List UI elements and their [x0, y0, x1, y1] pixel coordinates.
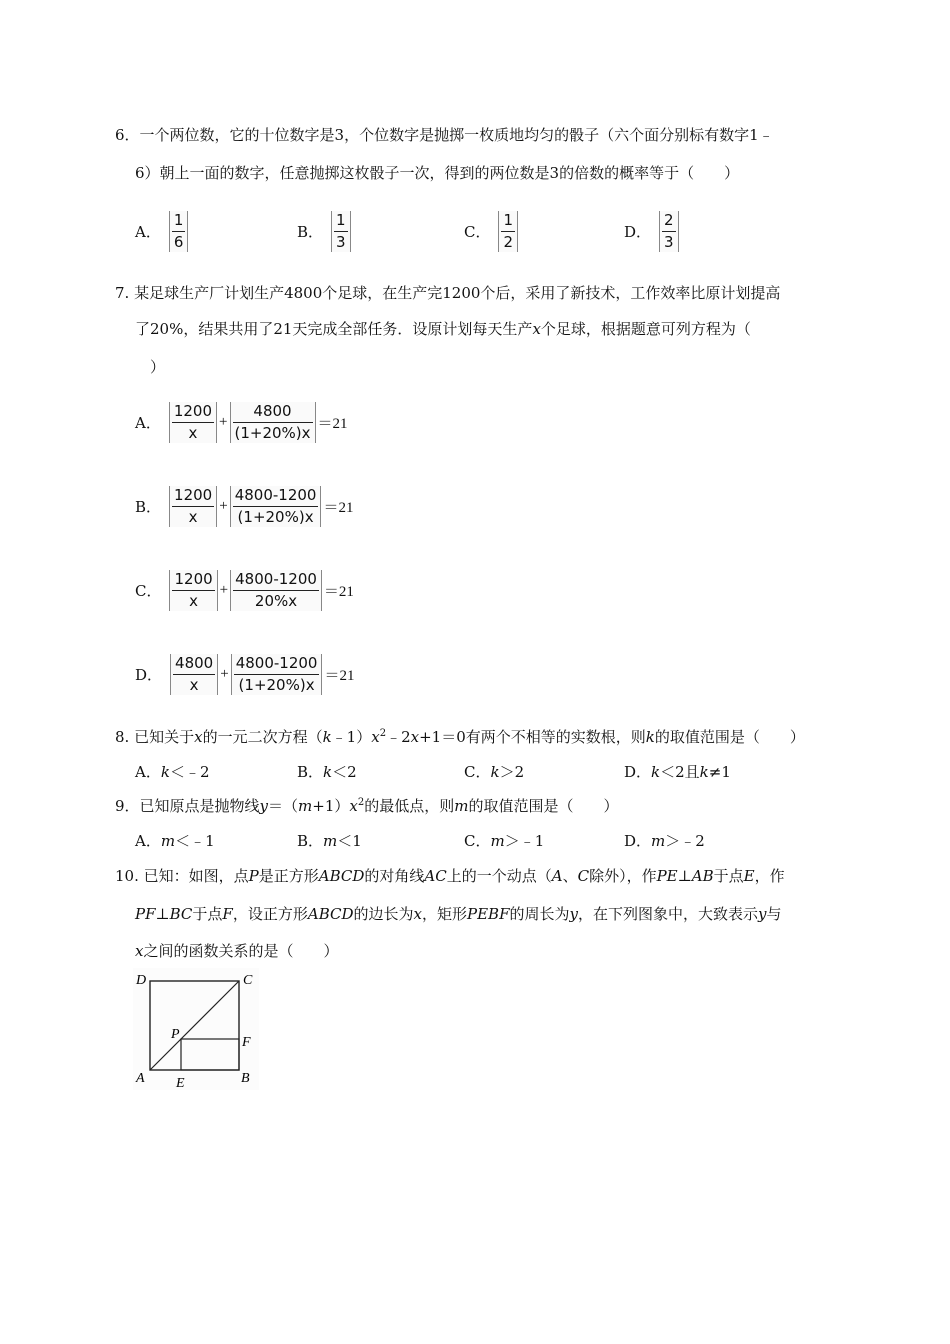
plus-sign: + [220, 666, 229, 682]
label-b: B [241, 1071, 250, 1086]
q7-option-d[interactable]: D． $\frac{4800}{x}$ + $\frac{4800-1200}{(1+20\%)x}$ ＝21 [135, 654, 355, 694]
q7-option-a-frac1: $\frac{1200}{x}$ [169, 402, 217, 443]
plus-sign: + [219, 498, 228, 514]
equals-21: ＝21 [324, 668, 355, 684]
q6-option-d-fraction: $\frac{2}{3}$ [659, 211, 679, 252]
equals-21: ＝21 [317, 416, 348, 432]
q7-option-a-frac2: $\frac{4800}{(1+20\%)x}$ [230, 402, 316, 443]
q9-option-a[interactable]: A．m＜﹣1 [135, 832, 215, 850]
q7-option-c[interactable]: C． $\frac{1200}{x}$ + $\frac{4800-1200}{20\%x}$ ＝21 [135, 570, 354, 610]
q7-option-c-frac1: $\frac{1200}{x}$ [169, 570, 217, 611]
label-e: E [176, 1076, 185, 1090]
q8-option-b[interactable]: B．k＜2 [297, 763, 357, 781]
label-c: C [243, 973, 253, 988]
q6-option-b[interactable]: B． $\frac{1}{3}$ [297, 211, 353, 252]
q8-option-d[interactable]: D．k＜2且k≠1 [624, 763, 731, 781]
label-a: A [136, 1071, 145, 1086]
q6-option-c-fraction: $\frac{1}{2}$ [498, 211, 518, 252]
q8-option-c[interactable]: C．k＞2 [464, 763, 525, 781]
q7-line2: 了20%，结果共用了21天完成全部任务．设原计划每天生产x个足球，根据题意可列方程为（ [135, 320, 751, 338]
q6-option-a[interactable]: A． $\frac{1}{6}$ [135, 211, 190, 252]
q7-option-d-frac1: $\frac{4800}{x}$ [170, 654, 218, 695]
q6-option-c[interactable]: C． $\frac{1}{2}$ [464, 211, 520, 252]
q6-option-a-fraction: $\frac{1}{6}$ [169, 211, 189, 252]
q7-option-c-frac2: $\frac{4800-1200}{20\%x}$ [230, 570, 322, 611]
q9-option-c[interactable]: C．m＞﹣1 [464, 832, 545, 850]
q6-line2: 6）朝上一面的数字，任意抛掷这枚骰子一次，得到的两位数是3的倍数的概率等于（ ） [135, 164, 740, 182]
q10-line1: 10. 已知：如图，点P是正方形ABCD的对角线AC上的一个动点（A、C除外），作PE⊥AB于点E，作 [115, 867, 785, 885]
q9-option-d[interactable]: D．m＞﹣2 [624, 832, 705, 850]
square-abcd-figure [133, 968, 259, 1090]
q10-line2: PF⊥BC于点F，设正方形ABCD的边长为x，矩形PEBF的周长为y，在下列图象中，大致表示y与 [135, 905, 782, 923]
q7-option-d-frac2: $\frac{4800-1200}{(1+20\%)x}$ [231, 654, 323, 695]
equals-21: ＝21 [323, 584, 354, 600]
q7-line3: ） [150, 358, 166, 376]
equals-21: ＝21 [323, 500, 354, 516]
q6-option-b-fraction: $\frac{1}{3}$ [331, 211, 351, 252]
q7-option-b[interactable]: B． $\frac{1200}{x}$ + $\frac{4800-1200}{(1+20\%)x}$ ＝21 [135, 486, 354, 526]
q7-option-a[interactable]: A． $\frac{1200}{x}$ + $\frac{4800}{(1+20\%)x}$ ＝21 [135, 402, 348, 442]
label-p: P [171, 1027, 180, 1042]
q9-option-b[interactable]: B．m＜1 [297, 832, 362, 850]
q6-option-d[interactable]: D． $\frac{2}{3}$ [624, 211, 681, 252]
plus-sign: + [219, 582, 229, 598]
q9-stem: 9．已知原点是抛物线$y=(m+1)x^2$的最低点，则m的取值范围是（ ） [115, 797, 619, 815]
q10-line3: x之间的函数关系的是（ ） [135, 942, 339, 960]
label-f: F [242, 1035, 251, 1050]
q8-stem: 8. 已知关于x的一元二次方程$(k﹣1)x^2﹣2x+1=0$有两个不相等的实数根，则k的取值范围是（ ） [115, 728, 805, 746]
plus-sign: + [219, 414, 228, 430]
q7-option-b-frac1: $\frac{1200}{x}$ [169, 486, 217, 527]
label-d: D [136, 973, 147, 988]
q7-line1: 7. 某足球生产厂计划生产4800个足球，在生产完1200个后，采用了新技术，工作效率比原计划提高 [115, 284, 781, 302]
q7-option-b-frac2: $\frac{4800-1200}{(1+20\%)x}$ [230, 486, 322, 527]
q6-line1: 6．一个两位数，它的十位数字是3，个位数字是抛掷一枚质地均匀的骰子（六个面分别标有数字1﹣ [115, 126, 774, 144]
q8-option-a[interactable]: A．k＜﹣2 [135, 763, 210, 781]
